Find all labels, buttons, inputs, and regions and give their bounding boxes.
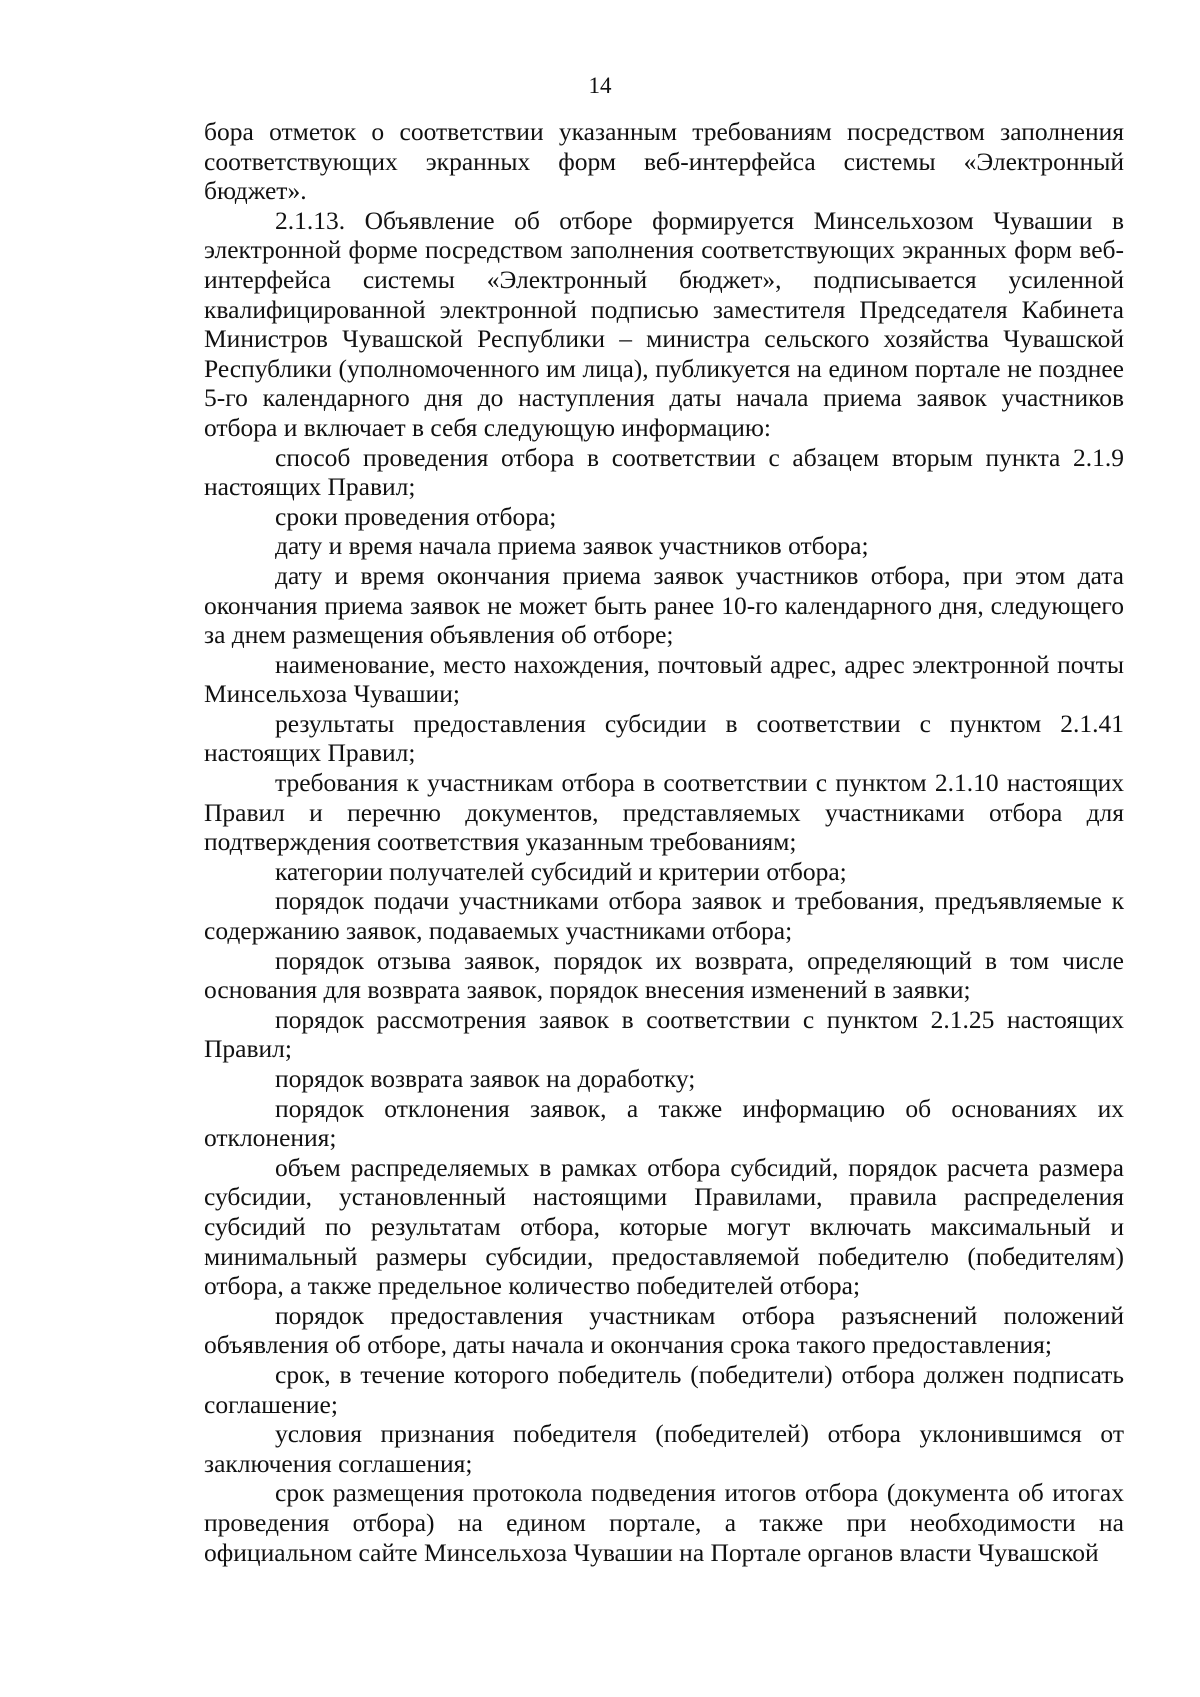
list-item-end-date: дату и время окончания приема заявок участников отбора, при этом дата окончания приема заявок не может быть ранее 10-го календарного дня, следующего за днем размещения объявления об отборе;	[204, 560, 1124, 650]
list-item-start-date: дату и время начала приема заявок участников отбора;	[275, 531, 869, 561]
list-item-signing-term: срок, в течение которого победитель (победители) отбора должен подписать соглашение;	[204, 1359, 1124, 1419]
list-item-categories: категории получателей субсидий и критерии отбора;	[275, 856, 847, 886]
list-item-results: результаты предоставления субсидии в соответствии с пунктом 2.1.41 настоящих Правил;	[204, 708, 1124, 768]
list-item-subsidy-volume: объем распределяемых в рамках отбора субсидий, порядок расчета размера субсидии, установленный настоящими Правилами, правила распределения субсидий по результатам отбора, которые могут включать максимальный и минимальный размеры субсидии, предоставляемой победителю (победителям) отбора, а также предельное количество победителей отбора;	[204, 1152, 1124, 1301]
list-item-clarifications: порядок предоставления участникам отбора разъяснений положений объявления об отборе, даты начала и окончания срока такого предоставления;	[204, 1300, 1124, 1360]
list-item-selection-method: способ проведения отбора в соответствии с абзацем вторым пункта 2.1.9 настоящих Правил;	[204, 442, 1124, 502]
document-body	[204, 117, 1124, 1567]
list-item-submission-procedure: порядок подачи участниками отбора заявок и требования, предъявляемые к содержанию заявок, подаваемых участниками отбора;	[204, 886, 1124, 946]
list-item-requirements: требования к участникам отбора в соответствии с пунктом 2.1.10 настоящих Правил и перечню документов, представляемых участниками отбора для подтверждения соответствия указанным требованиям;	[204, 768, 1124, 857]
list-item-evasion-conditions: условия признания победителя (победителей) отбора уклонившимся от заключения соглашения;	[204, 1419, 1124, 1478]
list-item-selection-terms: сроки проведения отбора;	[275, 501, 557, 531]
list-item-contacts: наименование, место нахождения, почтовый адрес, адрес электронной почты Минсельхоза Чувашии;	[204, 649, 1124, 709]
list-item-protocol-term: срок размещения протокола подведения итогов отбора (документа об итогах проведения отбора) на едином портале, а также при необходимости на официальном сайте Минсельхоза Чувашии на Портале органов власти Чувашской	[204, 1478, 1124, 1567]
list-item-withdrawal-procedure: порядок отзыва заявок, порядок их возврата, определяющий в том числе основания для возврата заявок, порядок внесения изменений в заявки;	[204, 945, 1124, 1005]
paragraph-2-1-13: 2.1.13. Объявление об отборе формируется Минсельхозом Чувашии в электронной форме посредством заполнения соответствующих экранных форм веб-интерфейса системы «Электронный бюджет», подписывается усиленной квалифицированной электронной подписью заместителя Председателя Кабинета Министров Чувашской Республики – министра сельского хозяйства Чувашской Республики (уполномоченного им лица), публикуется на едином портале не позднее 5-го календарного дня до наступления даты начала приема заявок участников отбора и включает в себя следующую информацию:	[204, 205, 1124, 442]
list-item-return-procedure: порядок возврата заявок на доработку;	[275, 1064, 696, 1093]
page-number: 14	[588, 73, 612, 98]
list-item-review-procedure: порядок рассмотрения заявок в соответствии с пунктом 2.1.25 настоящих Правил;	[204, 1004, 1124, 1064]
list-item-rejection-procedure: порядок отклонения заявок, а также информацию об основаниях их отклонения;	[204, 1093, 1124, 1153]
paragraph-continuation: бора отметок о соответствии указанным требованиям посредством заполнения соответствующих экранных форм веб-интерфейса системы «Электронный бюджет».	[204, 117, 1124, 206]
